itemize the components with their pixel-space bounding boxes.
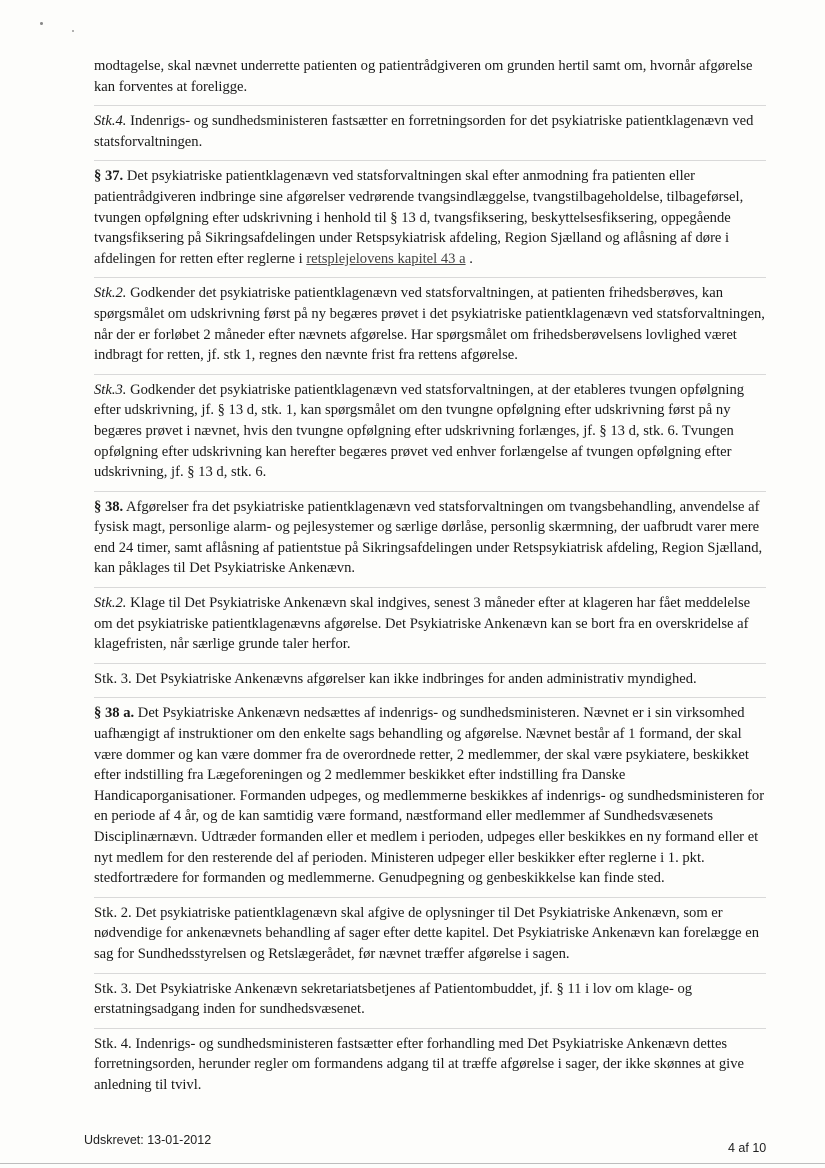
- paragraph: [94, 56, 766, 106]
- section-label: § 37.: [94, 168, 124, 185]
- paragraph-text: Stk. 4. Indenrigs- og sundhedsministeren fastsætter efter forhandling med Det Psykiatriske Ankenævn dettes forretningsorden, herunder regler om formandens adgang til at træffe afgørelse i sager, der ikke skønnes at give anledning til tvivl.: [94, 1035, 744, 1093]
- law-reference-link[interactable]: retsplejelovens kapitel 43 a: [306, 250, 466, 267]
- page-number: 4 af 10: [728, 1141, 767, 1155]
- paragraph-stk4: [94, 106, 766, 161]
- paragraph-text: Klage til Det Psykiatriske Ankenævn skal indgives, senest 3 måneder efter at klageren har fået meddelelse om det psykiatriske patientklagenævns afgørelse. Det Psykiatriske Ankenævn kan se bort fra en overskridelse af klagefristen, når særlige grunde taler herfor.: [94, 595, 751, 653]
- paragraph-text: Godkender det psykiatriske patientklagenævn ved statsforvaltningen, at patienten frihedsberøves, kan spørgsmålet om udskrivning først på ny begæres prøvet i det psykiatriske patientklagenævn ved statsforvaltningen, når der er forløbet 2 måneder efter nævnets afgørelse. Har spørgsmålet om frihedsberøvelsens lovlighed været indbragt for retten, jf. stk 1, regnes den nævnte frist fra rettens afgørelse.: [94, 285, 765, 364]
- paragraph-section-37: [94, 161, 766, 278]
- print-date: Udskrevet: 13-01-2012: [84, 1133, 212, 1147]
- paragraph-stk2: [94, 588, 766, 664]
- paragraph-text: modtagelse, skal nævnet underrette patienten og patientrådgiveren om grunden hertil samt om, hvornår afgørelse kan forventes at foreligge.: [94, 58, 753, 95]
- scan-speck: [72, 30, 74, 32]
- paragraph-stk2: [94, 278, 766, 374]
- paragraph-stk3: [94, 664, 766, 699]
- stk-label: Stk.3.: [94, 381, 127, 398]
- paragraph-stk4: [94, 1029, 766, 1104]
- paragraph-text: Stk. 3. Det Psykiatriske Ankenævn sekretariatsbetjenes af Patientombuddet, jf. § 11 i lov om klage- og erstatningsadgang inden for sundhedsvæsenet.: [94, 980, 693, 1018]
- paragraph-text: Stk. 2. Det psykiatriske patientklagenævn skal afgive de oplysninger til Det Psykiatriske Ankenævn, som er nødvendige for ankenævnets behandling af sager efter dette kapitel. Det Psykiatriske Ankenævn kan forelægge en sag for Sundhedsstyrelsen og Retslægerådet, før nævnet træffer afgørelse i sagen.: [94, 904, 760, 962]
- paragraph-text: Det psykiatriske patientklagenævn ved statsforvaltningen skal efter anmodning fra patienten eller patientrådgiveren indbringe sine afgørelser vedrørende tvangsindlæggelse, tvangstilbageholdelse, tilbageførsel, tvungen opfølgning efter udskrivning i henhold til § 13 d, tvangsfiksering, beskyttelsesfiksering, oppegående tvangsfiksering på Sikringsafdelingen under Retspsykiatrisk afdeling, Region Sjælland og aflåsning af døre i afdelingen for retten efter reglerne i: [94, 168, 744, 267]
- paragraph-text: Det Psykiatriske Ankenævn nedsættes af indenrigs- og sundhedsministeren. Nævnet er i sin virksomhed uafhængigt af instruktioner om den enkelte sags behandling og afgørelse. Nævnet består af 1 formand, der skal være dommer og kan være dommer fra de overordnede retter, 2 medlemmer, der skal være psykiatere, beskikket efter indstilling fra Lægeforeningen og 2 medlemmer beskikket efter indstilling fra Danske Handicaporganisationer. Formanden udpeges, og medlemmerne beskikkes af indenrigs- og sundhedsministeren for en periode af 4 år, og de kan samtidig være formand, næstformand eller medlemmer af Sundhedsvæsenets Disciplinærnævn. Udtræder formanden eller et medlem i perioden, udpeges eller beskikkes en ny formand eller et nyt medlem for den resterende del af perioden. Ministeren udpeger eller beskikker efter reglerne i 1. pkt. stedfortrædere for formanden og medlemmerne. Genudpegning og genbeskikkelse kan finde sted.: [94, 705, 765, 887]
- paragraph-text: Godkender det psykiatriske patientklagenævn ved statsforvaltningen, at der etableres tvungen opfølgning efter udskrivning, jf. § 13 d, stk. 1, kan spørgsmålet om den tvungne opfølgning efter udskrivning først på ny begæres prøvet i nævnet, hvis den tvungne opfølgning efter udskrivning forlænges, jf. § 13 d, stk. 6. Tvungen opfølgning efter udskrivning kan herefter begæres prøvet ved enhver forlængelse af tvungen opfølgning efter udskrivning, jf. § 13 d, stk. 6.: [94, 381, 745, 481]
- document-body: [94, 56, 766, 1104]
- paragraph-text: Stk. 3. Det Psykiatriske Ankenævns afgørelser kan ikke indbringes for anden administrativ myndighed.: [94, 670, 697, 687]
- paragraph-text: Afgørelser fra det psykiatriske patientklagenævn ved statsforvaltningen om tvangsbehandling, anvendelse af fysisk magt, personlige alarm- og pejlesystemer og særlige dørlåse, personlig skærmning, der uafbrudt varer mere end 24 timer, samt aflåsning af patientstue på Sikringsafdelingen under Retspsykiatrisk afdeling, Region Sjælland, kan påklages til Det Psykiatriske Ankenævn.: [94, 498, 763, 577]
- scan-speck: [40, 22, 43, 25]
- paragraph-section-38a: [94, 698, 766, 897]
- paragraph-text: Indenrigs- og sundhedsministeren fastsætter en forretningsorden for det psykiatriske patientklagenævn ved statsforvaltningen.: [94, 113, 754, 150]
- paragraph-stk3: [94, 974, 766, 1029]
- stk-label: Stk.2.: [94, 595, 127, 612]
- page-edge-rule: [0, 1163, 825, 1164]
- paragraph-stk3: [94, 375, 766, 492]
- section-label: § 38.: [94, 498, 124, 515]
- stk-label: Stk.4.: [94, 113, 127, 130]
- stk-label: Stk.2.: [94, 285, 127, 302]
- paragraph-section-38: [94, 492, 766, 588]
- paragraph-text-end: .: [465, 250, 473, 267]
- section-label: § 38 a.: [94, 705, 135, 722]
- paragraph-stk2: [94, 898, 766, 974]
